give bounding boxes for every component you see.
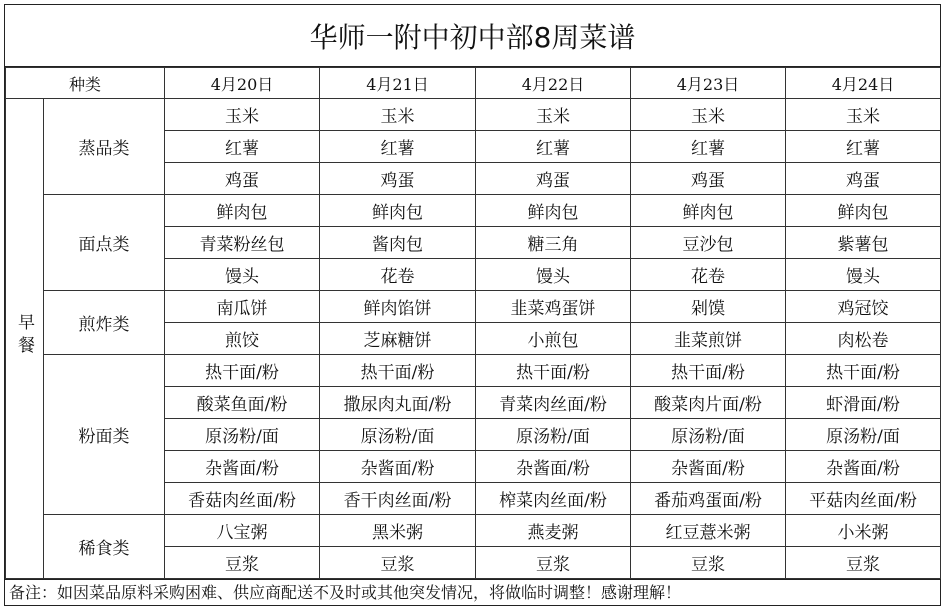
dish-cell: 原汤粉/面 bbox=[476, 419, 631, 451]
category-cell: 蒸品类 bbox=[44, 99, 165, 195]
dish-cell: 杂酱面/粉 bbox=[320, 451, 476, 483]
dish-cell: 鸡蛋 bbox=[476, 163, 631, 195]
dish-cell: 鲜肉包 bbox=[786, 195, 941, 227]
dish-cell: 煎饺 bbox=[165, 323, 320, 355]
dish-cell: 鲜肉包 bbox=[631, 195, 786, 227]
dish-cell: 鸡冠饺 bbox=[786, 291, 941, 323]
dish-cell: 原汤粉/面 bbox=[320, 419, 476, 451]
dish-cell: 馒头 bbox=[476, 259, 631, 291]
dish-cell: 青菜粉丝包 bbox=[165, 227, 320, 259]
dish-cell: 鲜肉包 bbox=[320, 195, 476, 227]
dish-cell: 虾滑面/粉 bbox=[786, 387, 941, 419]
dish-cell: 红薯 bbox=[631, 131, 786, 163]
dish-cell: 豆浆 bbox=[320, 547, 476, 579]
dish-cell: 平菇肉丝面/粉 bbox=[786, 483, 941, 515]
table-row bbox=[6, 195, 941, 227]
dish-cell: 热干面/粉 bbox=[165, 355, 320, 387]
category-cell: 稀食类 bbox=[44, 515, 165, 579]
dish-cell: 红豆薏米粥 bbox=[631, 515, 786, 547]
dish-cell: 杂酱面/粉 bbox=[165, 451, 320, 483]
dish-cell: 南瓜饼 bbox=[165, 291, 320, 323]
dish-cell: 小米粥 bbox=[786, 515, 941, 547]
dish-cell: 豆浆 bbox=[786, 547, 941, 579]
dish-cell: 豆浆 bbox=[631, 547, 786, 579]
dish-cell: 热干面/粉 bbox=[476, 355, 631, 387]
table-row bbox=[6, 355, 941, 387]
dish-cell: 杂酱面/粉 bbox=[476, 451, 631, 483]
dish-cell: 鲜肉包 bbox=[476, 195, 631, 227]
dish-cell: 八宝粥 bbox=[165, 515, 320, 547]
dish-cell: 玉米 bbox=[320, 99, 476, 131]
category-cell: 粉面类 bbox=[44, 355, 165, 515]
menu-sheet bbox=[4, 4, 941, 606]
dish-cell: 剁馍 bbox=[631, 291, 786, 323]
dish-cell: 豆沙包 bbox=[631, 227, 786, 259]
dish-cell: 原汤粉/面 bbox=[165, 419, 320, 451]
dish-cell: 红薯 bbox=[786, 131, 941, 163]
date-header: 4月21日 bbox=[320, 68, 476, 99]
dish-cell: 黑米粥 bbox=[320, 515, 476, 547]
category-header: 种类 bbox=[6, 68, 165, 99]
header-row bbox=[6, 68, 941, 99]
dish-cell: 原汤粉/面 bbox=[786, 419, 941, 451]
dish-cell: 鸡蛋 bbox=[165, 163, 320, 195]
date-header: 4月20日 bbox=[165, 68, 320, 99]
dish-cell: 红薯 bbox=[476, 131, 631, 163]
dish-cell: 燕麦粥 bbox=[476, 515, 631, 547]
dish-cell: 热干面/粉 bbox=[631, 355, 786, 387]
dish-cell: 花卷 bbox=[631, 259, 786, 291]
dish-cell: 鸡蛋 bbox=[320, 163, 476, 195]
table-row bbox=[6, 99, 941, 131]
category-cell: 煎炸类 bbox=[44, 291, 165, 355]
dish-cell: 芝麻糖饼 bbox=[320, 323, 476, 355]
meal-label bbox=[6, 99, 44, 579]
dish-cell: 酸菜鱼面/粉 bbox=[165, 387, 320, 419]
dish-cell: 酱肉包 bbox=[320, 227, 476, 259]
dish-cell: 糖三角 bbox=[476, 227, 631, 259]
dish-cell: 红薯 bbox=[320, 131, 476, 163]
date-header: 4月22日 bbox=[476, 68, 631, 99]
dish-cell: 馒头 bbox=[786, 259, 941, 291]
dish-cell: 杂酱面/粉 bbox=[786, 451, 941, 483]
date-header: 4月23日 bbox=[631, 68, 786, 99]
dish-cell: 紫薯包 bbox=[786, 227, 941, 259]
meal-label-text: 早餐 bbox=[14, 313, 34, 359]
category-cell: 面点类 bbox=[44, 195, 165, 291]
dish-cell: 肉松卷 bbox=[786, 323, 941, 355]
page-title: 华师一附中初中部8周菜谱 bbox=[5, 5, 940, 67]
dish-cell: 花卷 bbox=[320, 259, 476, 291]
dish-cell: 玉米 bbox=[476, 99, 631, 131]
table-row bbox=[6, 291, 941, 323]
dish-cell: 撒尿肉丸面/粉 bbox=[320, 387, 476, 419]
dish-cell: 豆浆 bbox=[476, 547, 631, 579]
dish-cell: 玉米 bbox=[165, 99, 320, 131]
dish-cell: 豆浆 bbox=[165, 547, 320, 579]
dish-cell: 热干面/粉 bbox=[320, 355, 476, 387]
date-header: 4月24日 bbox=[786, 68, 941, 99]
dish-cell: 韭菜煎饼 bbox=[631, 323, 786, 355]
footer-note: 备注：如因菜品原料采购困难、供应商配送不及时或其他突发情况，将做临时调整！感谢理解！ bbox=[5, 579, 940, 606]
dish-cell: 鸡蛋 bbox=[631, 163, 786, 195]
menu-body bbox=[6, 99, 941, 579]
dish-cell: 红薯 bbox=[165, 131, 320, 163]
dish-cell: 热干面/粉 bbox=[786, 355, 941, 387]
dish-cell: 杂酱面/粉 bbox=[631, 451, 786, 483]
dish-cell: 鲜肉馅饼 bbox=[320, 291, 476, 323]
dish-cell: 馒头 bbox=[165, 259, 320, 291]
dish-cell: 鲜肉包 bbox=[165, 195, 320, 227]
dish-cell: 鸡蛋 bbox=[786, 163, 941, 195]
dish-cell: 玉米 bbox=[786, 99, 941, 131]
dish-cell: 番茄鸡蛋面/粉 bbox=[631, 483, 786, 515]
dish-cell: 原汤粉/面 bbox=[631, 419, 786, 451]
dish-cell: 香干肉丝面/粉 bbox=[320, 483, 476, 515]
dish-cell: 青菜肉丝面/粉 bbox=[476, 387, 631, 419]
dish-cell: 玉米 bbox=[631, 99, 786, 131]
dish-cell: 韭菜鸡蛋饼 bbox=[476, 291, 631, 323]
menu-table bbox=[5, 67, 941, 579]
dish-cell: 小煎包 bbox=[476, 323, 631, 355]
dish-cell: 榨菜肉丝面/粉 bbox=[476, 483, 631, 515]
table-row bbox=[6, 515, 941, 547]
dish-cell: 酸菜肉片面/粉 bbox=[631, 387, 786, 419]
dish-cell: 香菇肉丝面/粉 bbox=[165, 483, 320, 515]
